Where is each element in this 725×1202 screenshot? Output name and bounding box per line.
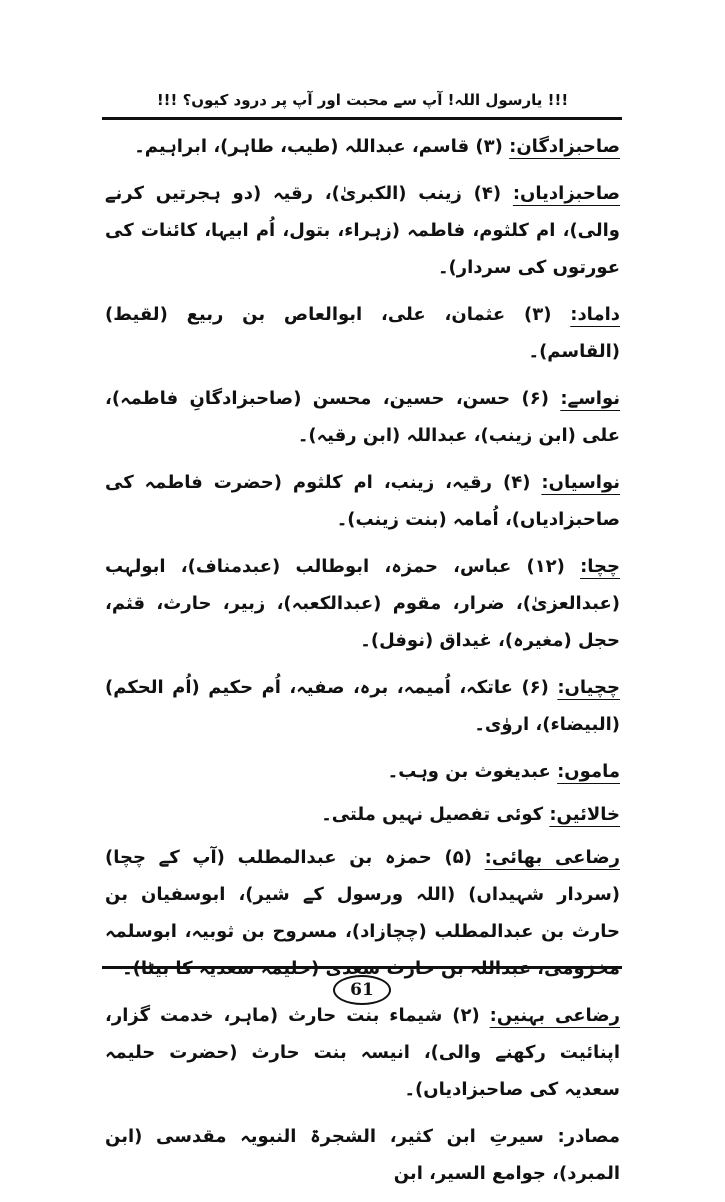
paragraph-maternal-aunts bbox=[105, 796, 620, 833]
paragraph-label: چچا: bbox=[580, 556, 620, 577]
header-rule bbox=[102, 117, 622, 120]
paragraph-text: کوئی تفصیل نہیں ملتی۔ bbox=[321, 804, 550, 825]
paragraph-label: خالائیں: bbox=[549, 804, 620, 825]
paragraph-foster-brothers bbox=[105, 839, 620, 987]
paragraph-label: نواسے: bbox=[560, 388, 620, 409]
paragraph-sons bbox=[105, 128, 620, 165]
paragraph-sources bbox=[105, 1118, 620, 1192]
paragraph-label: رضاعی بہنیں: bbox=[489, 1005, 620, 1026]
paragraph-paternal-aunts bbox=[105, 669, 620, 743]
paragraph-grandsons bbox=[105, 380, 620, 454]
paragraph-sons-in-law bbox=[105, 296, 620, 370]
paragraph-label: ماموں: bbox=[557, 761, 620, 782]
paragraph-text: (۲) شیماء بنت حارث (ماہر، خدمت گزار، اپنائیت رکھنے والی)، انیسہ بنت حارث (حضرت حلیمہ سعدیہ کی صاحبزادیاں)۔ bbox=[105, 1005, 620, 1100]
paragraph-text: (۵) حمزہ بن عبدالمطلب (آپ کے چچا) (سردار شہیداں) (اللہ ورسول کے شیر)، ابوسفیان بن حارث بن عبدالمطلب (چچازاد)، مسروح بن ثوبیہ، ابوسلمہ bbox=[105, 847, 620, 942]
running-header: !!! یارسول اللہ! آپ سے محبت اور آپ پر درود کیوں؟ !!! bbox=[156, 91, 569, 109]
paragraph-paternal-uncles bbox=[105, 548, 620, 659]
paragraph-text: (۴) زینب (الکبریٰ)، رقیہ (دو ہجرتیں کرنے والی)، ام کلثوم، فاطمہ (زہراء، بتول، اُم ابیہا، کائنات کی عورتوں کی سردار)۔ bbox=[105, 183, 620, 278]
paragraph-text: (۴) رقیہ، زینب، ام کلثوم (حضرت فاطمہ کی صاحبزادیاں)، اُمامہ (بنت زینب)۔ bbox=[105, 472, 620, 530]
paragraph-text: مصادر: سیرتِ ابن کثیر، الشجرۃ النبویہ مقدسی (ابن المبرد)، جوامع السیر، ابن bbox=[105, 1126, 620, 1184]
paragraph-granddaughters bbox=[105, 464, 620, 538]
footer-rule bbox=[102, 966, 622, 969]
paragraph-text: (۶) حسن، حسین، محسن (صاحبزادگانِ فاطمہ)، علی (ابن زینب)، عبداللہ (ابن رقیہ)۔ bbox=[105, 388, 620, 446]
page-number: 61 bbox=[333, 975, 391, 1005]
paragraph-text: (۱۲) عباس، حمزہ، ابوطالب (عبدمناف)، ابولہب (عبدالعزیٰ)، ضرار، مقوم (عبدالکعبہ)، زبیر، حارث، قثم، حجل (مغیرہ)، غیداق (نوفل)۔ bbox=[105, 556, 620, 651]
paragraph-daughters bbox=[105, 175, 620, 286]
paragraph-label: نواسیاں: bbox=[541, 472, 620, 493]
paragraph-label: چچیاں: bbox=[557, 677, 620, 698]
paragraph-label: داماد: bbox=[570, 304, 620, 325]
paragraph-text: عبدیغوث بن وہب۔ bbox=[387, 761, 558, 782]
paragraph-label: صاحبزادگان: bbox=[509, 136, 620, 157]
paragraph-text: (۳) عثمان، علی، ابوالعاص بن ربیع (لقیط) (القاسم)۔ bbox=[105, 304, 620, 362]
paragraph-foster-sisters bbox=[105, 997, 620, 1108]
paragraph-label: صاحبزادیاں: bbox=[512, 183, 620, 204]
paragraph-maternal-uncle bbox=[105, 753, 620, 790]
paragraph-label: رضاعی بھائی: bbox=[484, 847, 620, 868]
page-body bbox=[105, 128, 620, 1202]
paragraph-text: (۶) عاتکہ، اُمیمہ، برہ، صفیہ، اُم حکیم (اُم الحکم) (البیضاء)، اروٰی۔ bbox=[105, 677, 620, 735]
paragraph-text: (۳) قاسم، عبداللہ (طیب، طاہر)، ابراہیم۔ bbox=[134, 136, 510, 157]
